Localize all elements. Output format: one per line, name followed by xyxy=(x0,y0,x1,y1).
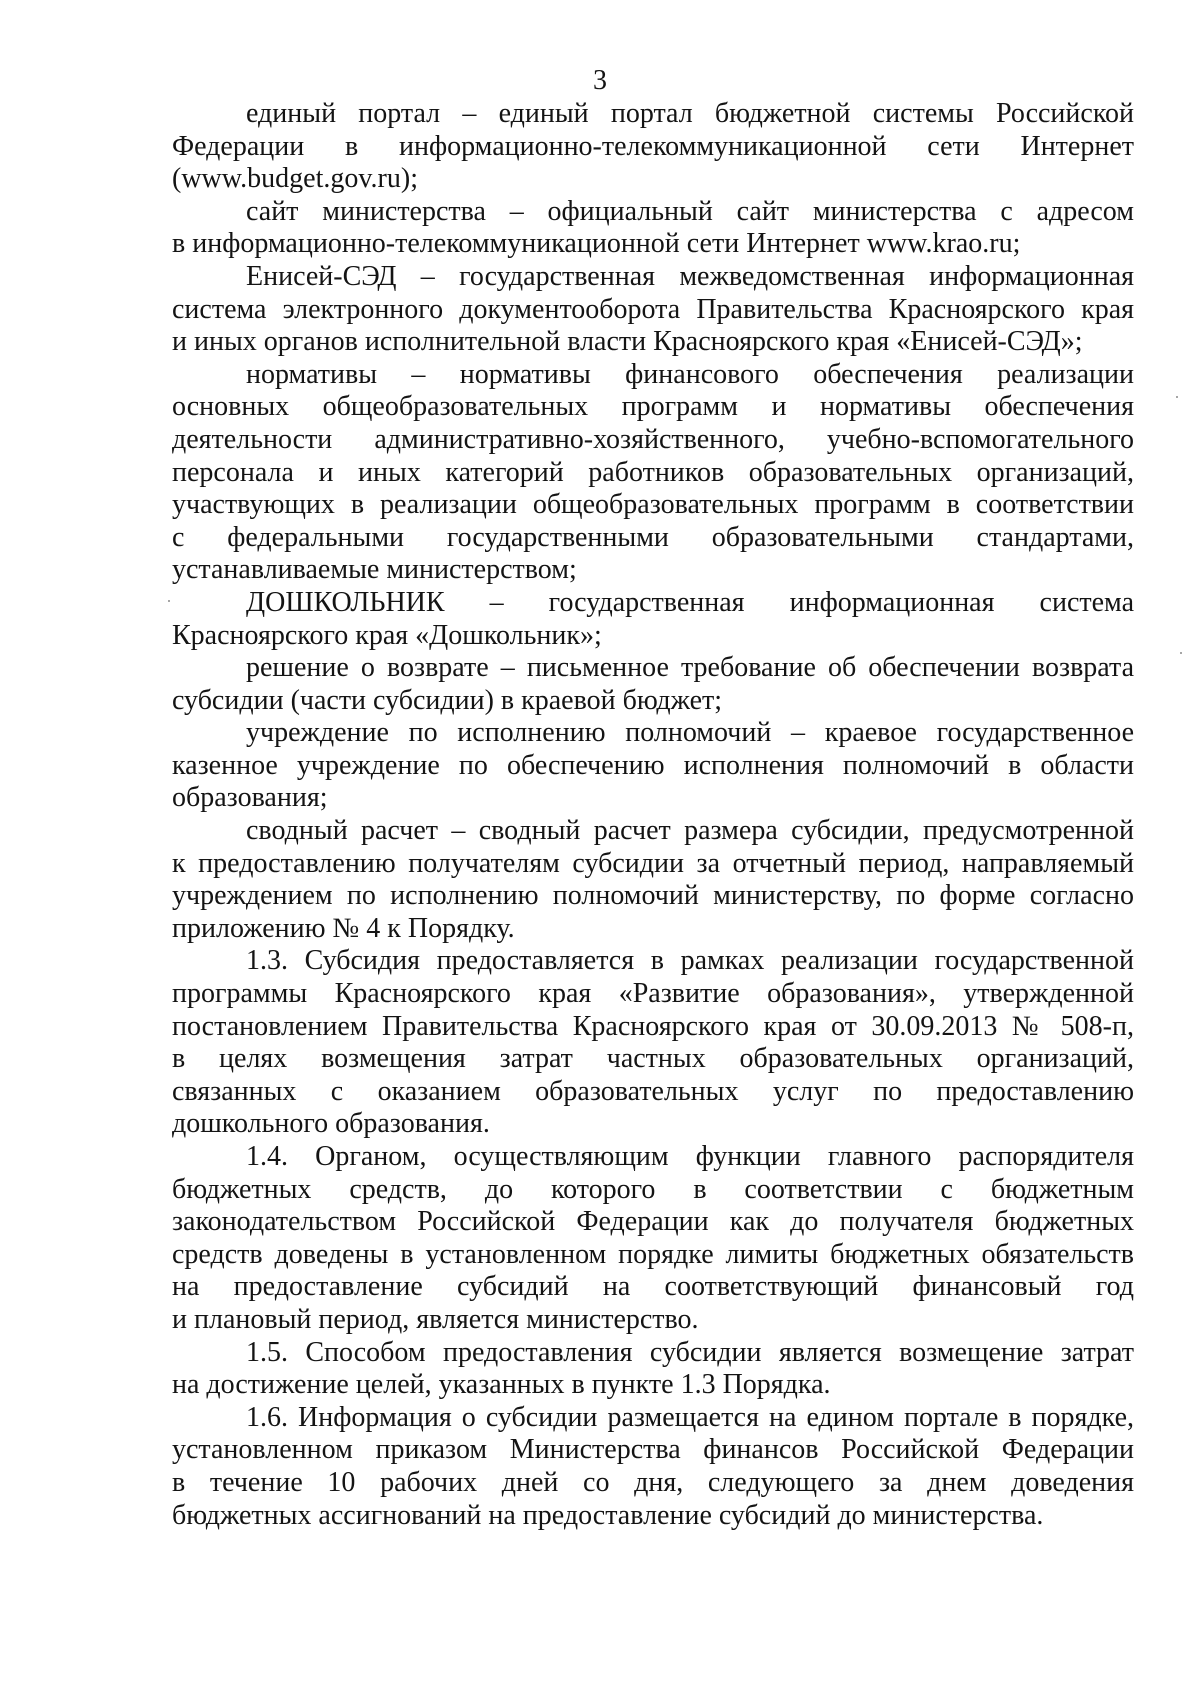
paragraph-definition-enisei-sed xyxy=(172,261,1134,359)
text-line: и плановый период, является министерство. xyxy=(172,1303,699,1335)
scan-speck xyxy=(168,600,170,602)
text-line: учреждение по исполнению полномочий – краевое государственное xyxy=(246,717,1134,749)
text-line: установленном приказом Министерства финансов Российской Федерации xyxy=(172,1434,1134,1466)
paragraph-definition-ministry-site xyxy=(172,196,1134,261)
text-line: участвующих в реализации общеобразовательных программ в соответствии xyxy=(172,489,1134,521)
scan-speck xyxy=(1180,652,1182,654)
text-line: связанных с оказанием образовательных услуг по предоставлению xyxy=(172,1075,1134,1107)
paragraph-definition-normatives xyxy=(172,359,1134,587)
text-line: бюджетных ассигнований на предоставление субсидий до министерства. xyxy=(172,1499,1044,1531)
text-line: ДОШКОЛЬНИК – государственная информационная система xyxy=(246,586,1134,618)
text-line: (www.budget.gov.ru); xyxy=(172,163,418,195)
text-line: в информационно-телекоммуникационной сети Интернет www.krao.ru; xyxy=(172,228,1021,260)
paragraph-definition-unified-portal xyxy=(172,98,1134,196)
text-line: сайт министерства – официальный сайт министерства с адресом xyxy=(246,195,1134,227)
text-line: субсидии (части субсидии) в краевой бюджет; xyxy=(172,684,723,716)
text-line: в течение 10 рабочих дней со дня, следующего за днем доведения xyxy=(172,1466,1134,1498)
text-line: устанавливаемые министерством; xyxy=(172,554,577,586)
text-line: средств доведены в установленном порядке лимиты бюджетных обязательств xyxy=(172,1238,1134,1270)
text-line: решение о возврате – письменное требование об обеспечении возврата xyxy=(246,652,1134,684)
text-line: казенное учреждение по обеспечению исполнения полномочий в области xyxy=(172,749,1134,781)
scan-speck xyxy=(1176,396,1178,398)
text-line: система электронного документооборота Правительства Красноярского края xyxy=(172,293,1134,325)
text-line: 1.3. Субсидия предоставляется в рамках реализации государственной xyxy=(246,945,1134,977)
text-line: бюджетных средств, до которого в соответствии с бюджетным xyxy=(172,1173,1134,1205)
text-line: образования; xyxy=(172,782,328,814)
text-line: постановлением Правительства Красноярского края от 30.09.2013 № 508-п, xyxy=(172,1010,1134,1042)
text-line: к предоставлению получателям субсидии за отчетный период, направляемый xyxy=(172,847,1134,879)
text-line: приложению № 4 к Порядку. xyxy=(172,912,515,944)
text-line: сводный расчет – сводный расчет размера субсидии, предусмотренной xyxy=(246,815,1134,847)
text-line: 1.4. Органом, осуществляющим функции главного распорядителя xyxy=(246,1141,1134,1172)
text-line: в целях возмещения затрат частных образовательных организаций, xyxy=(172,1043,1134,1075)
paragraph-definition-return-decision xyxy=(172,652,1134,717)
text-line: деятельности административно-хозяйственного, учебно-вспомогательного xyxy=(172,423,1134,455)
text-line: Федерации в информационно-телекоммуникационной сети Интернет xyxy=(172,130,1134,162)
text-line: нормативы – нормативы финансового обеспечения реализации xyxy=(246,358,1134,390)
text-line: основных общеобразовательных программ и нормативы обеспечения xyxy=(172,391,1134,423)
paragraph-definition-doshkolnik xyxy=(172,587,1134,652)
text-line: с федеральными государственными образовательными стандартами, xyxy=(172,521,1134,553)
text-line: учреждением по исполнению полномочий министерству, по форме согласно xyxy=(172,880,1134,912)
text-line: единый портал – единый портал бюджетной системы Российской xyxy=(246,98,1134,129)
text-line: дошкольного образования. xyxy=(172,1108,490,1140)
paragraph-definition-institution xyxy=(172,717,1134,815)
text-line: на предоставление субсидий на соответствующий финансовый год xyxy=(172,1271,1134,1303)
paragraph-definition-summary-calculation xyxy=(172,815,1134,945)
paragraph-clause-1-5 xyxy=(172,1337,1134,1402)
document-body xyxy=(172,98,1134,1532)
text-line: законодательством Российской Федерации как до получателя бюджетных xyxy=(172,1206,1134,1238)
text-line: Енисей-СЭД – государственная межведомственная информационная xyxy=(246,260,1134,292)
text-line: и иных органов исполнительной власти Красноярского края «Енисей-СЭД»; xyxy=(172,326,1083,358)
text-line: 1.6. Информация о субсидии размещается на едином портале в порядке, xyxy=(246,1401,1134,1433)
text-line: программы Красноярского края «Развитие образования», утвержденной xyxy=(172,978,1134,1010)
paragraph-clause-1-6 xyxy=(172,1402,1134,1532)
text-line: 1.5. Способом предоставления субсидии является возмещение затрат xyxy=(246,1336,1134,1368)
page-number: 3 xyxy=(593,65,607,96)
text-line: персонала и иных категорий работников образовательных организаций, xyxy=(172,456,1134,488)
paragraph-clause-1-3 xyxy=(172,945,1134,1141)
text-line: Красноярского края «Дошкольник»; xyxy=(172,619,602,651)
paragraph-clause-1-4 xyxy=(172,1141,1134,1337)
text-line: на достижение целей, указанных в пункте 1.3 Порядка. xyxy=(172,1369,831,1401)
